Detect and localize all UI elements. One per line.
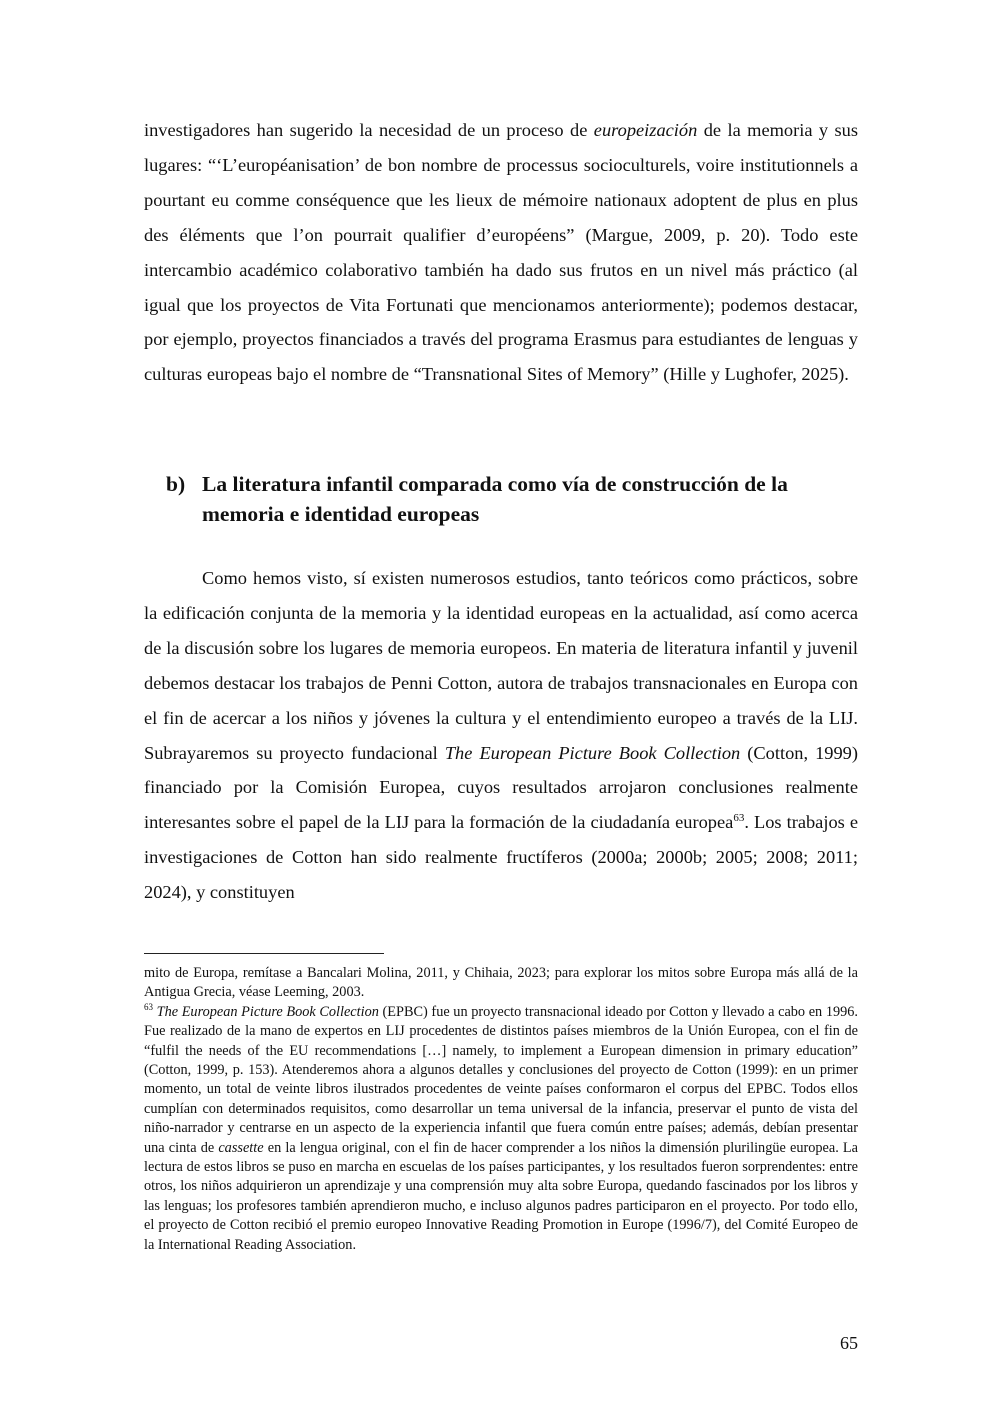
page-number: 65 xyxy=(840,1333,858,1353)
text-run: mito de Europa, remítase a Bancalari Molina, 2011, y Chihaia, 2023; para explorar los mitos sobre Europa más allá de la Antigua Grecia, véase Leeming, 2003. xyxy=(144,965,858,1001)
text-run: (EPBC) fue un proyecto transnacional ideado por Cotton y llevado a cabo en 1996. Fue realizado de la mano de expertos en LIJ procedentes de distintos países miembros de la Unión Europea, con el fin de “fulfil the needs of the EU recommendations […] namely, to implement a European dimension in primary education” (Cotton, 1999, p. 153). Atenderemos ahora a algunos detalles y conclusiones del proyecto de Cotton (1999): en un primer momento, un total de veinte libros ilustrados procedentes de veinte países conformaron el corpus del EPBC. Todos ellos cumplían con determinados requisitos, como desarrollar un tema universal de la infancia, preservar el punto de vista del niño-narrador y centrarse en un aspecto de la experiencia infantil que fuera común entre países; además, debían presentar una cinta de xyxy=(144,1003,858,1156)
footnotes xyxy=(144,964,858,1255)
text-run: investigadores han sugerido la necesidad de un proceso de xyxy=(144,120,594,140)
text-run: en la lengua original, con el fin de hacer comprender a los niños la dimensión plurilingüe europea. La lectura de estos libros se puso en marcha en escuelas de los países participantes, y los resultados fueron sorprendentes: entre otros, los niños adquirieron un aprendizaje y una comprensión muy alta sobre Europa, quedando fascinados por los libros y las lenguas; los profesores también aprendieron mucho, e incluso algunos padres participaron en el proyecto. Por todo ello, el proyecto de Cotton recibió el premio europeo Innovative Reading Promotion in Europe (1996/7), del Comité Europeo de la International Reading Association. xyxy=(144,1139,858,1253)
section-heading-number: b) xyxy=(166,472,186,496)
section-heading xyxy=(166,469,866,529)
text-run: . Los trabajos e investigaciones de Cotton han sido realmente fructíferos (2000a; 2000b; 2005; 2008; 2011; 2024), y constituyen xyxy=(144,812,858,903)
section-heading-text: La literatura infantil comparada como vía de construcción de la memoria e identidad europeas xyxy=(202,472,788,526)
text-run: (Cotton, 1999) financiado por la Comisión Europea, cuyos resultados arrojaron conclusiones realmente interesantes sobre el papel de la LIJ para la formación de la ciudadanía europea xyxy=(144,742,858,833)
footnote-63 xyxy=(144,1003,858,1255)
body-paragraph xyxy=(144,561,858,910)
footnote-reference: 63 xyxy=(733,812,745,825)
italic-text: cassette xyxy=(218,1139,264,1156)
italic-text: europeización xyxy=(593,120,698,140)
text-run: Como hemos visto, sí existen numerosos estudios, tanto teóricos como prácticos, sobre la edificación conjunta de la memoria y la identidad europeas en la actualidad, así como acerca de la discusión sobre los lugares de memoria europeos. En materia de literatura infantil y juvenil debemos destacar los trabajos de Penni Cotton, autora de trabajos transnacionales en Europa con el fin de acercar a los niños y jóvenes la cultura y el entendimiento europeo a través de la LIJ. Subrayaremos su proyecto fundacional xyxy=(144,568,858,763)
text-run: de la memoria y sus lugares: “‘L’européanisation’ de bon nombre de processus socioculturels, voire institutionnels a pourtant eu comme conséquence que les lieux de mémoire nationaux adoptent de plus en plus des éléments que l’on pourrait qualifier d’européens” (Margue, 2009, p. 20). Todo este intercambio académico colaborativo también ha dado sus frutos en un nivel más práctico (al igual que los proyectos de Vita Fortunati que mencionamos anteriormente); podemos destacar, por ejemplo, proyectos financiados a través del programa Erasmus para estudiantes de lenguas y culturas europeas bajo el nombre de “Transnational Sites of Memory” (Hille y Lughofer, 2025). xyxy=(144,120,859,385)
italic-text: The European Picture Book Collection xyxy=(156,1003,379,1020)
footnote-continued xyxy=(144,964,858,1003)
footnote-63-text xyxy=(144,1004,858,1253)
body-paragraph xyxy=(144,113,858,392)
footnote-separator xyxy=(144,953,384,954)
italic-text: The European Picture Book Collection xyxy=(444,742,741,763)
footnote-marker: 63 xyxy=(144,1002,153,1013)
